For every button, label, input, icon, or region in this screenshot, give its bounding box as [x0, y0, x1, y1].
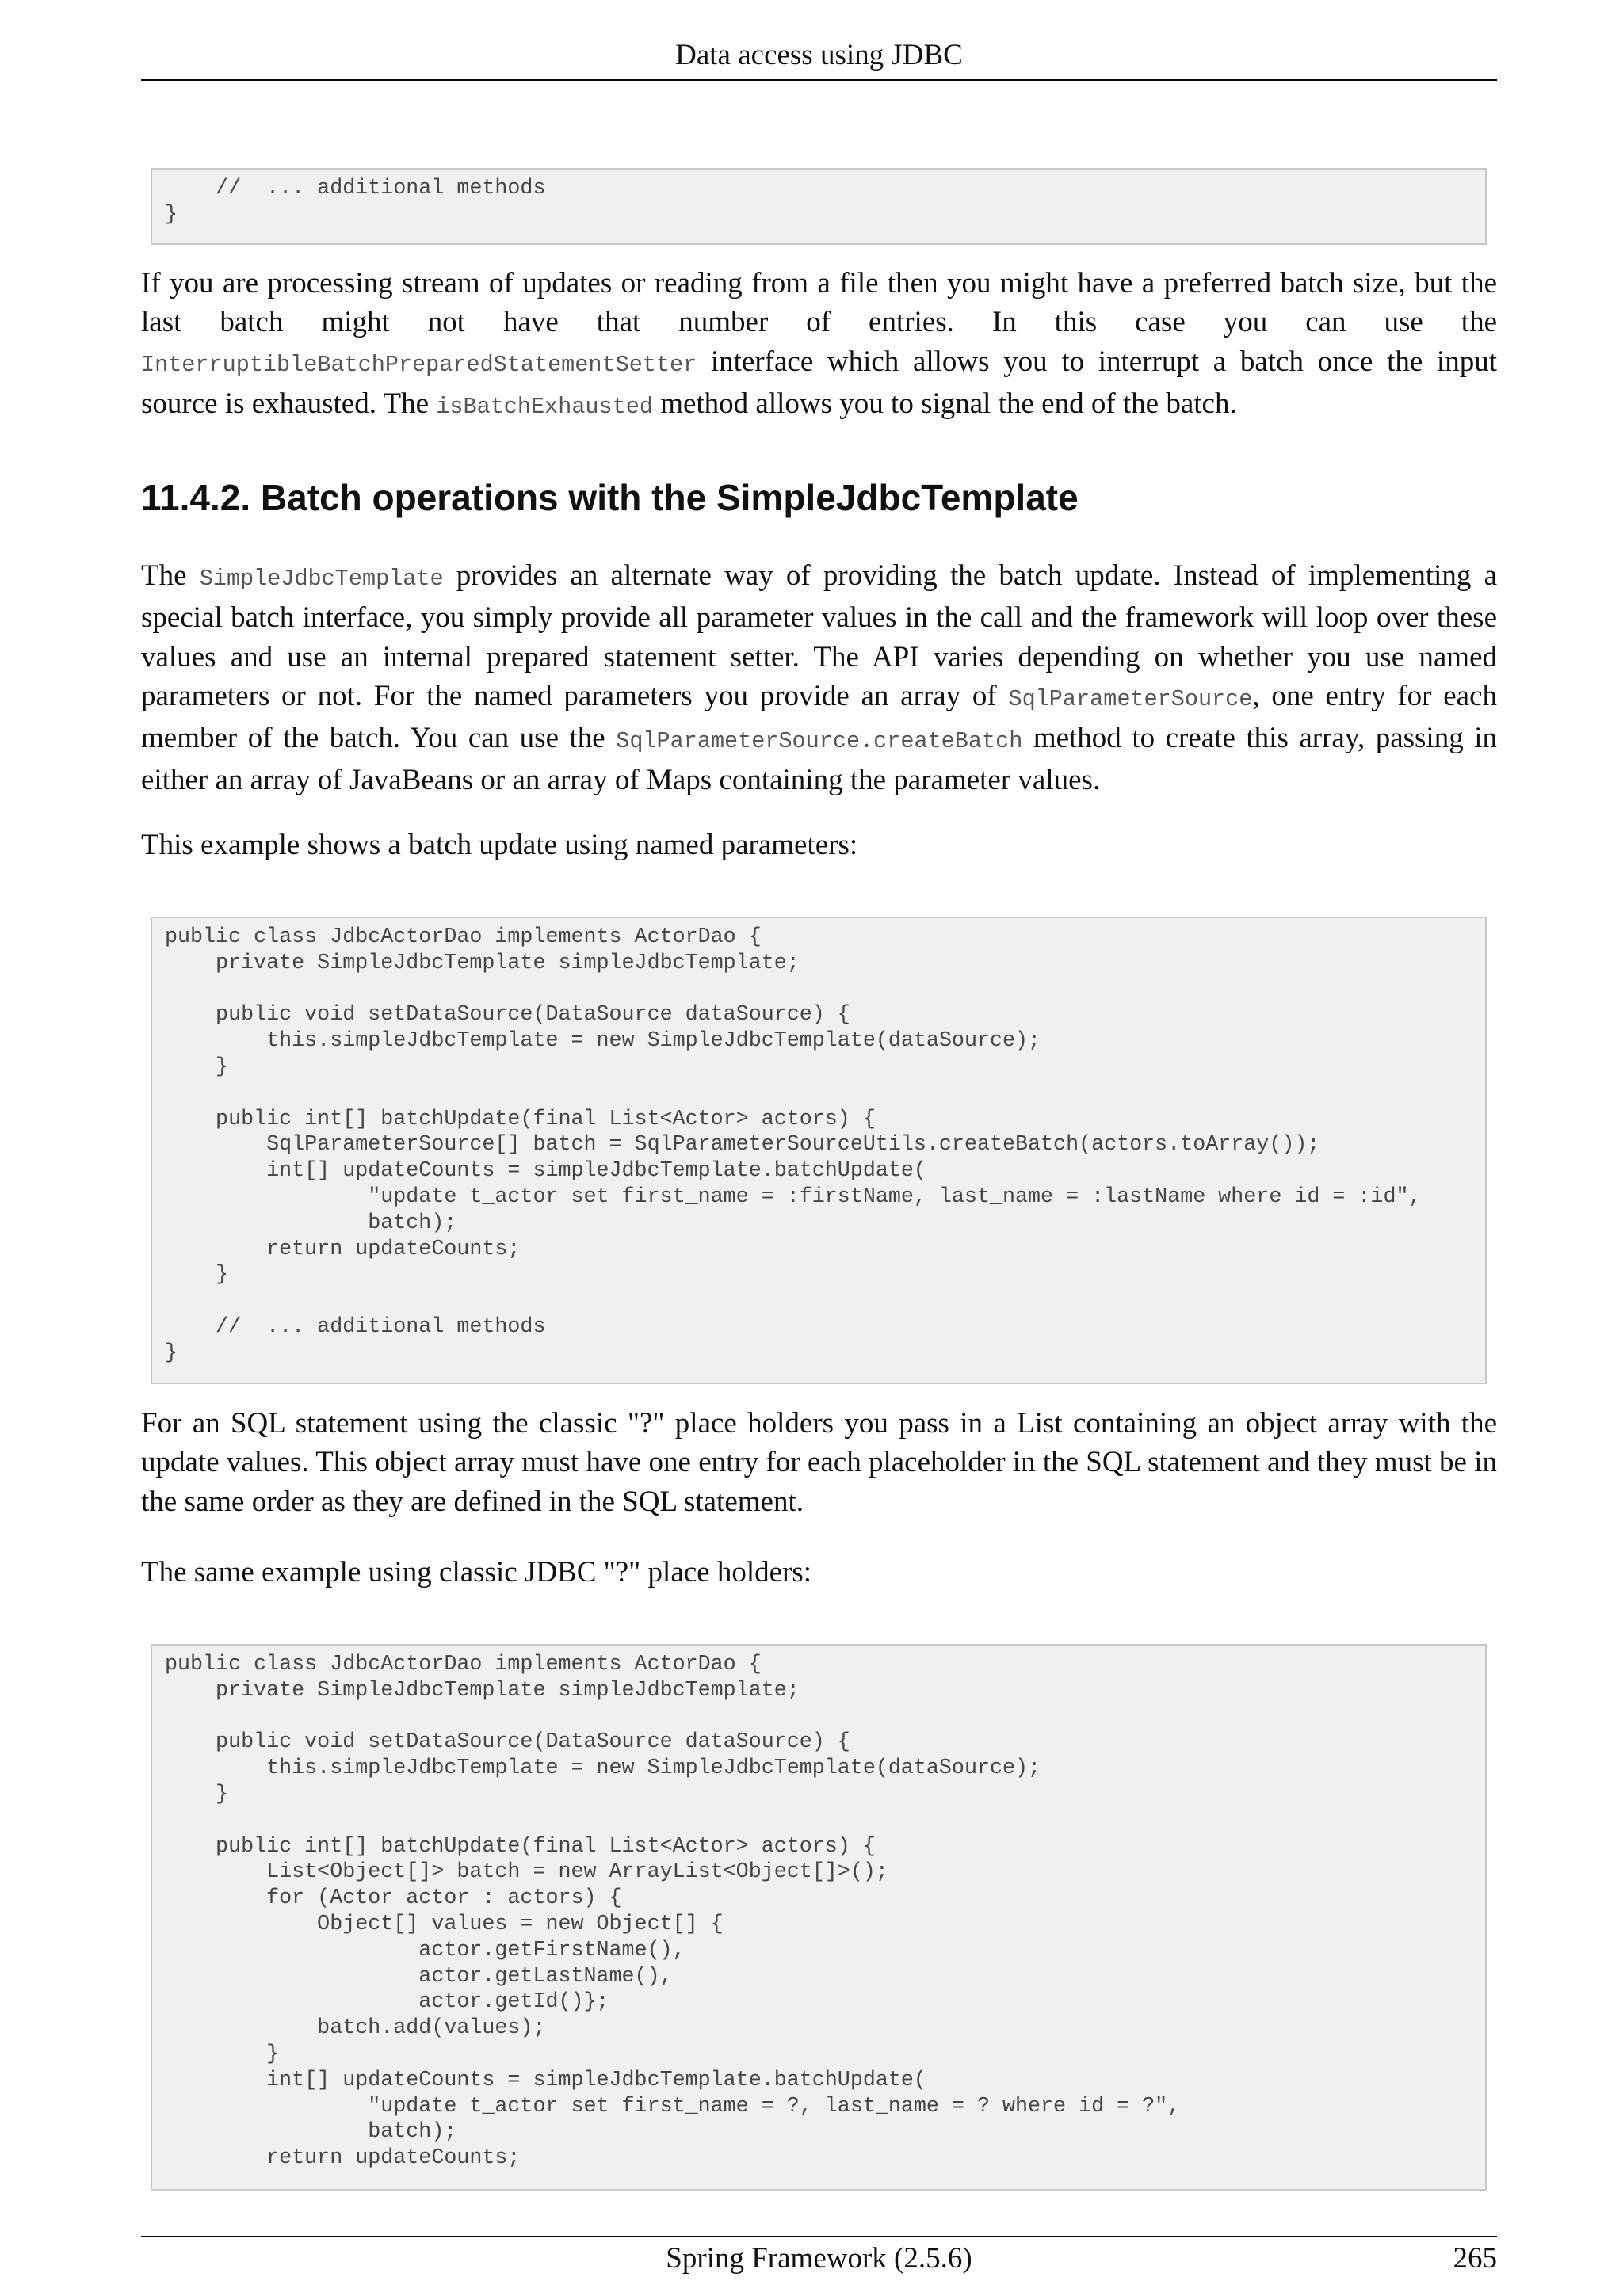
- page-footer: [141, 2236, 1497, 2282]
- inline-code: isBatchExhausted: [436, 393, 653, 420]
- paragraph-text: , one entry for each member of the batch. You can use the: [141, 679, 1497, 755]
- paragraph-text: The: [141, 559, 200, 592]
- paragraph-text: method allows you to signal the end of the batch.: [652, 387, 1237, 420]
- inline-code: SqlParameterSource.createBatch: [616, 728, 1023, 755]
- section-heading: 11.4.2. Batch operations with the SimpleJdbcTemplate: [141, 477, 1079, 518]
- paragraph-named-params-example: This example shows a batch update using named parameters:: [141, 829, 858, 861]
- code-block-classic-placeholders: public class JdbcActorDao implements ActorDao { private SimpleJdbcTemplate simpleJdbcTemplate; public void setDataSource(DataSource dataSource) { this.simpleJdbcTemplate = new SimpleJdbcTemplate(dataSource); } public int[] batchUpdate(final List<Actor> actors) { List<Object[]> batch = new ArrayList<Object[]>(); for (Actor actor : actors) { Object[] values = new Object[] { actor.getFirstName(), actor.getLastName(), actor.getId()}; batch.add(values); } int[] updateCounts = simpleJdbcTemplate.batchUpdate( "update t_actor set first_name = ?, last_name = ? where id = ?", batch); return updateCounts;: [151, 1644, 1487, 2191]
- inline-code: InterruptibleBatchPreparedStatementSetter: [141, 351, 697, 378]
- paragraph-text: If you are processing stream of updates or reading from a file then you might have a preferred batch size, but the last batch might not have that number of entries. In this case you can use the: [141, 267, 1497, 339]
- paragraph-text: interface which allows you to interrupt a batch once the input source is exhausted. The: [141, 345, 1497, 420]
- paragraph-text: provides an alternate way of providing the batch update. Instead of implementing a special batch interface, you simply provide all parameter values in the call and the framework will loop over these values and use an internal prepared statement setter. The API varies depending on whether you use named parameters or not. For the named parameters you provide an array of: [141, 559, 1497, 712]
- header-title: Data access using JDBC: [675, 39, 963, 71]
- page-number: 265: [1453, 2242, 1497, 2275]
- page-header: [141, 35, 1497, 81]
- footer-title: Spring Framework (2.5.6): [666, 2242, 972, 2275]
- code-block-additional-methods: // ... additional methods }: [151, 168, 1487, 245]
- paragraph-classic-example: The same example using classic JDBC "?" place holders:: [141, 1556, 812, 1589]
- inline-code: SimpleJdbcTemplate: [199, 566, 444, 592]
- paragraph-classic-placeholders: For an SQL statement using the classic "?" place holders you pass in a List containing an object array with the update values. This object array must have one entry for each placeholder in the SQL statement and they must be in the same order as they are defined in the SQL statement.: [141, 1407, 1497, 1518]
- paragraph-simplejdbctemplate-intro: [141, 556, 1497, 800]
- paragraph-text: method to create this array, passing in either an array of JavaBeans or an array of Maps containing the parameter values.: [141, 722, 1498, 797]
- inline-code: SqlParameterSource: [1008, 685, 1253, 712]
- code-block-named-parameters: public class JdbcActorDao implements ActorDao { private SimpleJdbcTemplate simpleJdbcTemplate; public void setDataSource(DataSource dataSource) { this.simpleJdbcTemplate = new SimpleJdbcTemplate(dataSource); } public int[] batchUpdate(final List<Actor> actors) { SqlParameterSource[] batch = SqlParameterSourceUtils.createBatch(actors.toArray()); int[] updateCounts = simpleJdbcTemplate.batchUpdate( "update t_actor set first_name = :firstName, last_name = :lastName where id = :id", batch); return updateCounts; } // ... additional methods }: [151, 917, 1487, 1384]
- paragraph-interruptible-setter: [141, 264, 1497, 426]
